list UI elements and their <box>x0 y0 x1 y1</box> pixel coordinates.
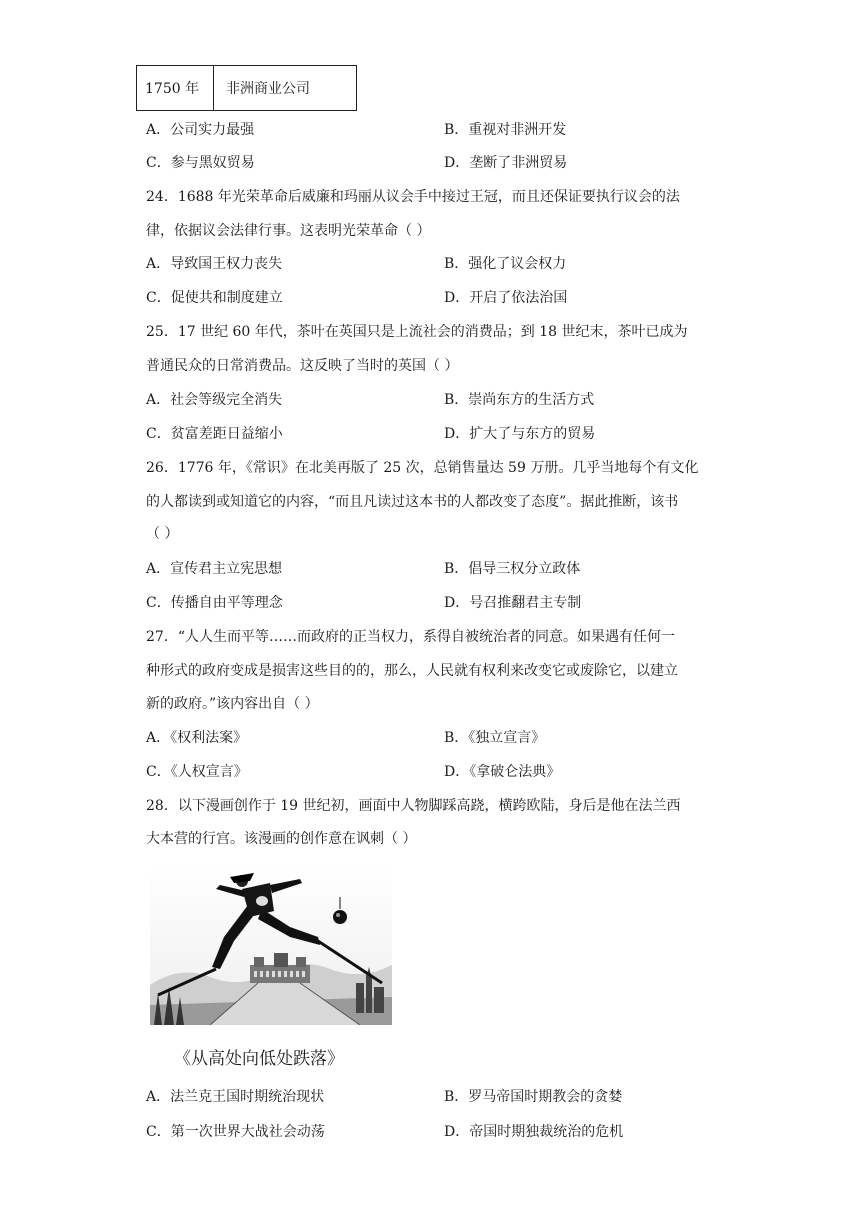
q28-stem-line1: 28．以下漫画创作于 19 世纪初，画面中人物脚踩高跷，横跨欧陆，身后是他在法兰西 <box>146 798 681 814</box>
table-row <box>137 66 357 111</box>
q26-stem-line3: （ ） <box>146 526 179 542</box>
q26-stem-line1: 26．1776 年，《常识》在北美再版了 25 次，总销售量达 59 万册。几乎当地每个有文化 <box>146 460 699 476</box>
q23-option-c: C．参与黑奴贸易 <box>146 155 255 171</box>
table-cell-year: 1750 年 <box>137 66 214 111</box>
q23-option-a: A．公司实力最强 <box>146 122 255 138</box>
q24-option-d: D．开启了依法治国 <box>444 290 568 306</box>
q25-stem-line2: 普通民众的日常消费品。这反映了当时的英国（ ） <box>146 358 459 374</box>
q26-option-c: C．传播自由平等理念 <box>146 595 283 611</box>
q28-option-a: A．法兰克王国时期统治现状 <box>146 1089 325 1105</box>
q28-option-b: B．罗马帝国时期教会的贪婪 <box>444 1089 623 1105</box>
q24-stem-line1: 24．1688 年光荣革命后威廉和玛丽从议会手中接过王冠，而且还保证要执行议会的法 <box>146 189 680 205</box>
q28-option-c: C．第一次世界大战社会动荡 <box>146 1124 325 1140</box>
q25-option-a: A．社会等级完全消失 <box>146 392 283 408</box>
q25-option-c: C．贫富差距日益缩小 <box>146 426 283 442</box>
q27-option-c: C．《人权宣言》 <box>146 764 248 780</box>
company-table <box>136 65 357 111</box>
q27-option-d: D．《拿破仑法典》 <box>444 764 561 780</box>
q27-option-b: B．《独立宣言》 <box>444 730 546 746</box>
table-cell-company: 非洲商业公司 <box>214 66 357 111</box>
q27-stem-line2: 种形式的政府变成是损害这些目的的，那么，人民就有权利来改变它或废除它，以建立 <box>146 663 678 679</box>
q25-stem-line1: 25．17 世纪 60 年代，茶叶在英国只是上流社会的消费品；到 18 世纪末，茶叶已成为 <box>146 324 688 340</box>
q24-option-a: A．导致国王权力丧失 <box>146 256 283 272</box>
napoleon-stilts-cartoon <box>150 865 392 1025</box>
q23-option-b: B．重视对非洲开发 <box>444 122 567 138</box>
q26-stem-line2: 的人都读到或知道它的内容，“而且凡读过这本书的人都改变了态度”。据此推断，该书 <box>146 494 679 510</box>
q25-option-d: D．扩大了与东方的贸易 <box>444 426 596 442</box>
cartoon-caption: 《从高处向低处跌落》 <box>174 1049 344 1069</box>
q24-stem-line2: 律，依据议会法律行事。这表明光荣革命（ ） <box>146 223 431 239</box>
q24-option-b: B．强化了议会权力 <box>444 256 567 272</box>
q28-stem-line2: 大本营的行宫。该漫画的创作意在讽刺（ ） <box>146 831 417 847</box>
q23-option-d: D．垄断了非洲贸易 <box>444 155 568 171</box>
q25-option-b: B．崇尚东方的生活方式 <box>444 392 595 408</box>
q26-option-d: D．号召推翻君主专制 <box>444 595 582 611</box>
q26-option-a: A．宣传君主立宪思想 <box>146 561 283 577</box>
q24-option-c: C．促使共和制度建立 <box>146 290 283 306</box>
q28-option-d: D．帝国时期独裁统治的危机 <box>444 1124 624 1140</box>
q27-stem-line3: 新的政府。”该内容出自（ ） <box>146 696 319 712</box>
q27-option-a: A．《权利法案》 <box>146 730 248 746</box>
q27-stem-line1: 27．“人人生而平等……而政府的正当权力，系得自被统治者的同意。如果遇有任何一 <box>146 629 675 645</box>
q26-option-b: B．倡导三权分立政体 <box>444 561 581 577</box>
